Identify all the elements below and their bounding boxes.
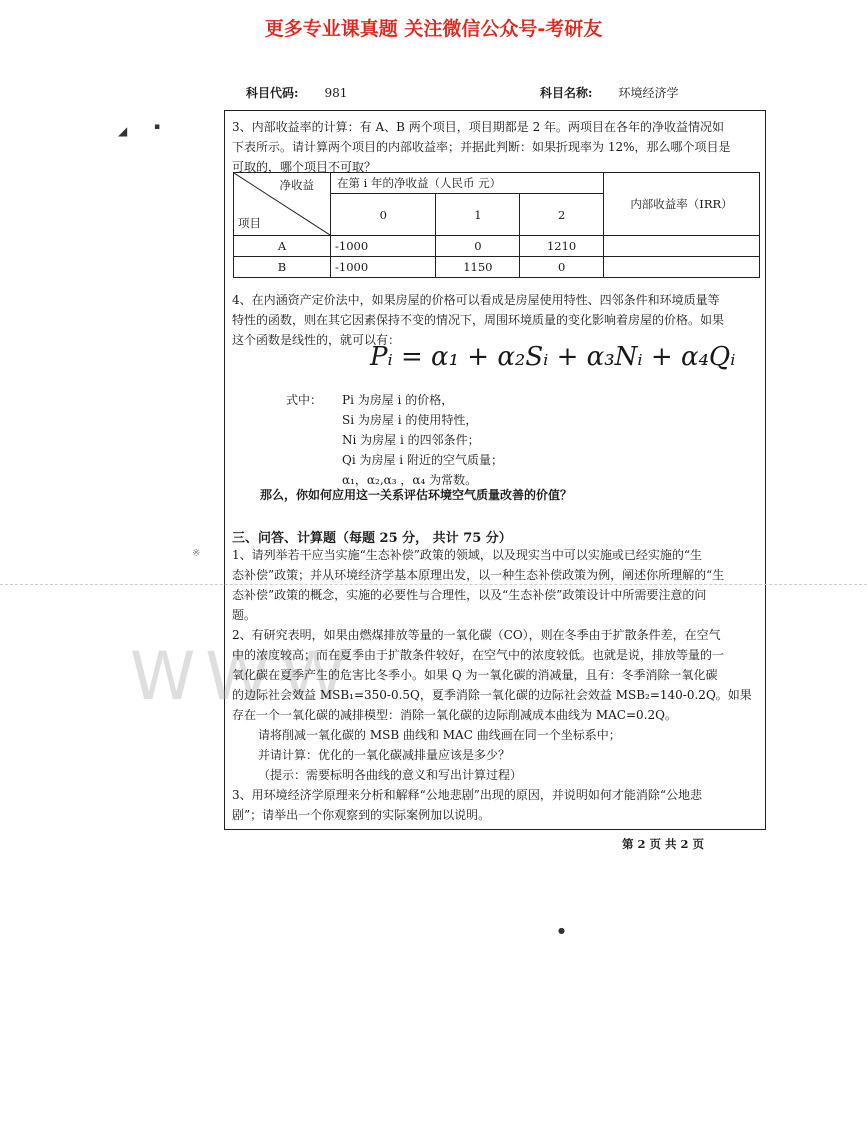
project-name: A [234,236,331,257]
value-cell: 0 [436,236,520,257]
subject-code [246,84,347,101]
definition-line: Ni 为房屋 i 的四邻条件； [342,433,480,447]
question-4-text [232,290,762,350]
year-0-header: 0 [331,194,436,236]
project-name: B [234,257,331,278]
scan-speck: ▪ [154,122,161,132]
year-2-header: 2 [520,194,604,236]
text-line: 态补偿”政策；并从环境经济学基本原理出发，以一种生态补偿政策为例，阐述你所理解的“生 [232,568,725,582]
hedonic-formula: Pᵢ = α₁ + α₂Sᵢ + α₃Nᵢ + α₄Qᵢ [370,342,736,372]
irr-header: 内部收益率（IRR） [604,173,760,236]
subject-code-value: 981 [324,86,348,100]
text-line: 请将削减一氧化碳的 MSB 曲线和 MAC 曲线画在同一个坐标系中； [258,728,621,742]
text-line: 这个函数是线性的，就可以有： [232,333,401,347]
scan-speck: ● [558,926,565,935]
text-line: 可取的，哪个项目不可取？ [232,160,377,174]
diag-label-top: 净收益 [279,178,314,192]
year-header: 在第 i 年的净收益（人民币 元） [331,173,604,194]
scan-speck: ◢ [118,124,128,138]
definition-line: α₁，α₂,α₃ ，α₄ 为常数。 [342,473,478,487]
text-line: （提示：需要标明各曲线的意义和写出计算过程） [258,768,523,782]
section-3-q1 [232,545,762,625]
subject-name-label: 科目名称: [540,86,593,100]
question-4-ask: 那么，你如何应用这一关系评估环境空气质量改善的价值？ [260,488,573,502]
irr-cell [604,236,760,257]
value-cell: -1000 [331,236,436,257]
formula-definitions [286,390,503,490]
text-line: 题。 [232,608,257,622]
table-row [234,257,760,278]
text-line: 下表所示。请计算两个项目的内部收益率；并据此判断：如果折现率为 12%，那么哪个项目是 [232,140,731,154]
irr-table [233,172,760,278]
irr-cell [604,257,760,278]
diagonal-header-cell [234,173,331,236]
value-cell: 1210 [520,236,604,257]
text-line: 1、请列举若干应当实施“生态补偿”政策的领域，以及现实当中可以实施或已经实施的“生 [232,548,703,562]
value-cell: 0 [520,257,604,278]
text-line: 4、在内涵资产定价法中，如果房屋的价格可以看成是房屋使用特性、四邻条件和环境质量等 [232,293,720,307]
subject-name-value: 环境经济学 [618,86,679,100]
diag-label-bottom: 项目 [238,216,261,230]
definition-line: Pi 为房屋 i 的价格， [342,393,454,407]
year-1-header: 1 [436,194,520,236]
text-line: 2、有研究表明，如果由燃煤排放等量的一氧化碳（CO），则在冬季由于扩散条件差，在空气 [232,628,721,642]
where-label: 式中： [286,393,323,407]
definition-line: Si 为房屋 i 的使用特性， [342,413,478,427]
text-line: 3、用环境经济学原理来分析和解释“公地悲剧”出现的原因，并说明如何才能消除“公地悲 [232,788,703,802]
text-line: 3、内部收益率的计算：有 A、B 两个项目，项目期都是 2 年。两项目在各年的净收益情况如 [232,120,725,134]
subject-code-label: 科目代码: [246,86,299,100]
text-line: 态补偿”政策的概念，实施的必要性与合理性，以及“生态补偿”政策设计中所需要注意的问 [232,588,707,602]
text-line: 存在一个一氧化碳的减排模型：消除一氧化碳的边际削减成本曲线为 MAC=0.2Q。 [232,708,677,722]
text-line: 并请计算：优化的一氧化碳减排量应该是多少？ [258,748,511,762]
section-3-q2 [232,625,762,785]
value-cell: -1000 [331,257,436,278]
section-3-title: 三、问答、计算题（每题 25 分， 共计 75 分） [232,531,512,546]
page-number: 第 2 页 共 2 页 [622,837,705,851]
question-3-text [232,117,762,177]
text-line: 剧”；请举出一个你观察到的实际案例加以说明。 [232,808,491,822]
text-line: 特性的函数，则在其它因素保持不变的情况下，周围环境质量的变化影响着房屋的价格。如果 [232,313,725,327]
subject-name [540,84,678,101]
promo-banner: 更多专业课真题 关注微信公众号-考研友 [264,18,603,40]
text-line: 中的浓度较高；而在夏季由于扩散条件较好，在空气中的浓度较低。也就是说，排放等量的一 [232,648,725,662]
value-cell: 1150 [436,257,520,278]
section-3-q3 [232,785,762,825]
text-line: 的边际社会效益 MSB₁=350-0.5Q，夏季消除一氧化碳的边际社会效益 MSB₂=140-0.2Q。如果 [232,688,752,702]
table-row [234,236,760,257]
watermark: WWW [130,638,356,715]
text-line: 氧化碳在夏季产生的危害比冬季小。如果 Q 为一氧化碳的消减量，且有：冬季消除一氧化碳 [232,668,718,682]
definition-line: Qi 为房屋 i 附近的空气质量； [342,453,503,467]
scan-speck: ※ [192,548,201,559]
